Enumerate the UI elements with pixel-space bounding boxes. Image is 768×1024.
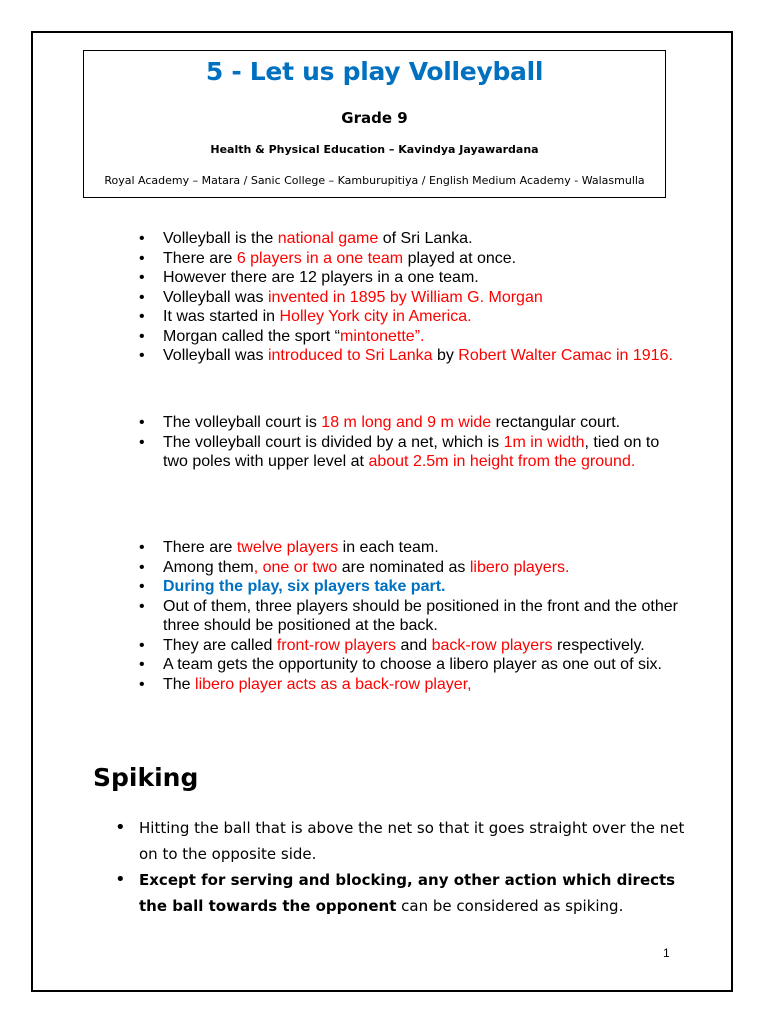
- text-run: There are: [163, 539, 237, 556]
- bullet-item: [137, 597, 682, 636]
- text-run: Among them: [163, 558, 254, 576]
- page-title: 5 - Let us play Volleyball: [205, 57, 544, 86]
- text-run: can be considered as spiking.: [396, 897, 624, 915]
- bullet-item: [113, 867, 693, 919]
- text-run: introduced to Sri Lanka: [267, 347, 433, 364]
- text-run: Volleyball is the: [163, 230, 278, 247]
- text-run: are nominated as: [337, 558, 470, 576]
- bullet-item: [137, 558, 682, 578]
- text-run: played at once.: [403, 249, 517, 267]
- bullet-item: [137, 346, 682, 366]
- text-run: 18 m long and 9 m wide: [321, 414, 492, 431]
- bullet-item: [137, 577, 682, 597]
- text-run: 6 players in a one team: [236, 249, 404, 267]
- spiking-list: [113, 815, 693, 919]
- players-list: [137, 538, 682, 694]
- header-box: [83, 50, 666, 198]
- text-run: It was started in: [163, 308, 280, 325]
- text-run: Volleyball was: [163, 288, 268, 306]
- text-run: There are: [163, 249, 237, 267]
- text-run: by: [432, 347, 459, 364]
- bullet-item: [137, 288, 682, 308]
- text-run: The: [163, 675, 196, 693]
- text-run: respectively.: [552, 636, 645, 654]
- text-run: During the play, six players take part.: [163, 578, 446, 595]
- text-run: twelve players: [236, 539, 339, 556]
- bullet-item: [137, 229, 682, 249]
- grade-label: Grade 9: [341, 109, 408, 127]
- text-run: national game: [277, 230, 379, 247]
- bullet-item: [137, 249, 682, 269]
- text-run: Morgan called the sport “: [163, 327, 340, 345]
- text-run: in each team.: [338, 539, 439, 556]
- text-run: libero players.: [469, 558, 570, 576]
- text-run: Out of them, three players should be positioned in the front and the other three should be positioned at the back.: [163, 597, 678, 634]
- bullet-item: [137, 675, 682, 695]
- page-number: 1: [663, 946, 670, 960]
- text-run: , one or two: [253, 558, 338, 576]
- bullet-item: [137, 538, 682, 558]
- text-run: front-row players: [276, 636, 396, 654]
- text-run: of Sri Lanka.: [378, 230, 473, 247]
- bullet-item: [137, 307, 682, 327]
- text-run: mintonette”.: [339, 327, 425, 345]
- text-run: Holley York city in America.: [279, 308, 472, 325]
- text-run: However there are 12 players in a one team.: [163, 269, 479, 286]
- text-run: and: [396, 636, 432, 654]
- text-run: The volleyball court is divided by a net, which is: [163, 433, 504, 451]
- text-run: Hitting the ball that is above the net so that it goes straight over the net on to the opposite side.: [139, 819, 685, 863]
- court-list: [137, 413, 682, 472]
- text-run: Volleyball was: [163, 347, 268, 364]
- text-run: libero player acts as a back-row player,: [195, 675, 472, 693]
- text-run: Except for serving and blocking, any other action which directs the ball towards the opponent: [139, 871, 676, 915]
- history-list: [137, 229, 682, 366]
- bullet-item: [137, 413, 682, 433]
- text-run: rectangular court.: [491, 414, 621, 431]
- subject-author: Health & Physical Education – Kavindya Jayawardana: [210, 143, 539, 156]
- schools-list: Royal Academy – Matara / Sanic College – Kamburupitiya / English Medium Academy - Walasmulla: [104, 174, 645, 187]
- bullet-item: [137, 655, 682, 675]
- text-run: about 2.5m in height from the ground.: [368, 453, 636, 470]
- bullet-item: [137, 327, 682, 347]
- bullet-item: [113, 815, 693, 867]
- text-run: They are called: [163, 636, 277, 654]
- text-run: , tied on to two poles with upper level at: [163, 433, 660, 470]
- bullet-item: [137, 268, 682, 288]
- text-run: The volleyball court is: [163, 414, 322, 431]
- text-run: invented in 1895 by William G. Morgan: [267, 288, 543, 306]
- text-run: 1m in width: [503, 433, 585, 451]
- bullet-item: [137, 433, 682, 472]
- spiking-heading: Spiking: [93, 763, 199, 792]
- text-run: back-row players: [431, 636, 553, 654]
- bullet-item: [137, 636, 682, 656]
- text-run: A team gets the opportunity to choose a libero player as one out of six.: [163, 656, 662, 673]
- text-run: Robert Walter Camac in 1916.: [458, 347, 673, 364]
